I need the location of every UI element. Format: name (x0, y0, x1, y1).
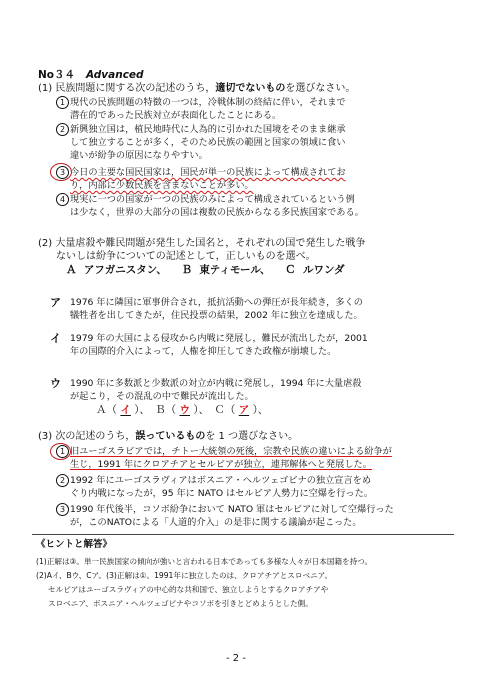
hint-divider (32, 534, 454, 535)
option-i-line-2: 年の国際的介入によって，人権を抑圧してきた政権が崩壊した。 (70, 346, 337, 357)
q3-item-2-cont: ぐり内戦になったが，95 年に NATO はセルビア人勢力に空爆を行った。 (70, 488, 373, 499)
hint-line-1: (1)正解は③。単一民族国家の傾向が強いと言われる日本であっても多様な人々が日本国籍を持つ。 (36, 557, 373, 566)
q1-item-4: 4 現実に一つの国家が一つの民族のみによって構成されているという例 (56, 193, 355, 206)
q1-item-4-cont: は少なく，世界の大部分の国は複数の民族からなる多民族国家である。 (70, 207, 364, 218)
q3-item-2: 2 1992 年にユーゴスラヴィアはボスニア・ヘルツェゴビナの独立宣言をめ (56, 474, 371, 487)
hint-line-3: セルビアはユーゴスラヴィアの中心的な共和国で、独立しようとするクロアチアや (48, 585, 329, 594)
q2-answer-row: Ａ（ イ ）、 Ｂ（ ウ ）、 Ｃ（ ア ）、 (96, 404, 269, 416)
q1-item-1-cont: 潜在的であった民族対立が表面化したことにある。 (70, 110, 282, 121)
q1-item-1: 1 現代の民族問題の特徴の一つは，冷戦体制の終結に伴い，それまで (56, 96, 346, 109)
option-a-line-2: 犠牲者を出してきたが，住民投票の結果，2002 年に独立を達成した。 (70, 310, 363, 321)
q3-stem: (3) 次の記述のうち，誤っているものを 1 つ選びなさい。 (38, 431, 299, 442)
q3-item-1-cont: 生じ，1991 年にクロアチアとセルビアが独立，連邦解体へと発展した。 (70, 459, 372, 470)
option-a-line-1: 1976 年に隣国に軍事併合され，抵抗活動への弾圧が長年続き，多くの (70, 297, 363, 308)
option-i-line-1: 1979 年の大国による侵攻から内戦に発展し，難民が流出したが，2001 (70, 333, 368, 344)
q3-item-3-cont: が，このNATOによる「人道的介入」の是非に関する議論が起こった。 (70, 517, 362, 528)
option-a-label: ア (50, 296, 61, 309)
q1-item-2-cont1: して独立することが多く，そのため民族の範囲と国家の領域に食い (70, 137, 346, 148)
option-u-line-2: が起こり，その混乱の中で難民が流出した。 (70, 391, 254, 402)
q1-item-3-cont: り，内部に少数民族を含まないことが多い。 (70, 180, 254, 191)
problem-number: No３４ Advanced (38, 69, 144, 81)
q1-item-2-cont2: 違いが紛争の原因になりやすい。 (70, 150, 208, 161)
q1-item-3: 3 今日の主要な国民国家は，国民が単一の民族によって構成されてお (56, 166, 346, 179)
q3-item-3: 3 1990 年代後半，コソボ紛争において NATO 軍はセルビアに対して空爆行った (56, 503, 394, 516)
q1-stem: (1) 民族問題に関する次の記述のうち，適切でないものを選びなさい。 (38, 83, 356, 94)
q1-item-2: 2 新興独立国は，植民地時代に人為的に引かれた国境をそのまま継承 (56, 123, 346, 136)
q2-countries: Ａ アフガニスタン、 Ｂ 東ティモール、 Ｃ ルワンダ (66, 264, 345, 276)
q2-stem-1: (2) 大量虐殺や難民問題が発生した国名と，それぞれの国で発生した戦争 (38, 238, 366, 249)
hint-title: 《ヒントと解答》 (36, 539, 113, 550)
q3-item-1: 1 旧ユーゴスラビアでは，チトー大統領の死後，宗教や民族の違いによる紛争が (56, 445, 392, 458)
q2-stem-2: ないしは紛争についての記述として，正しいものを選べ。 (56, 251, 316, 262)
hint-line-2: (2)Aイ、Bウ、Cア。(3)正解は①。1991年に独立したのは、クロアチアとスロベニア。 (36, 571, 333, 580)
option-u-line-1: 1990 年に多数派と少数派の対立が内戦に発展し，1994 年に大量虐殺 (70, 378, 362, 389)
hint-line-4: スロベニア、ボスニア・ヘルツェゴビナやコソボを引きとどめようとした側。 (48, 599, 313, 608)
answer-circle-mark (50, 443, 71, 460)
page-number: - 2 - (226, 653, 246, 664)
option-u-label: ウ (50, 377, 61, 390)
option-i-label: イ (50, 332, 61, 345)
answer-circle-mark (50, 163, 72, 181)
